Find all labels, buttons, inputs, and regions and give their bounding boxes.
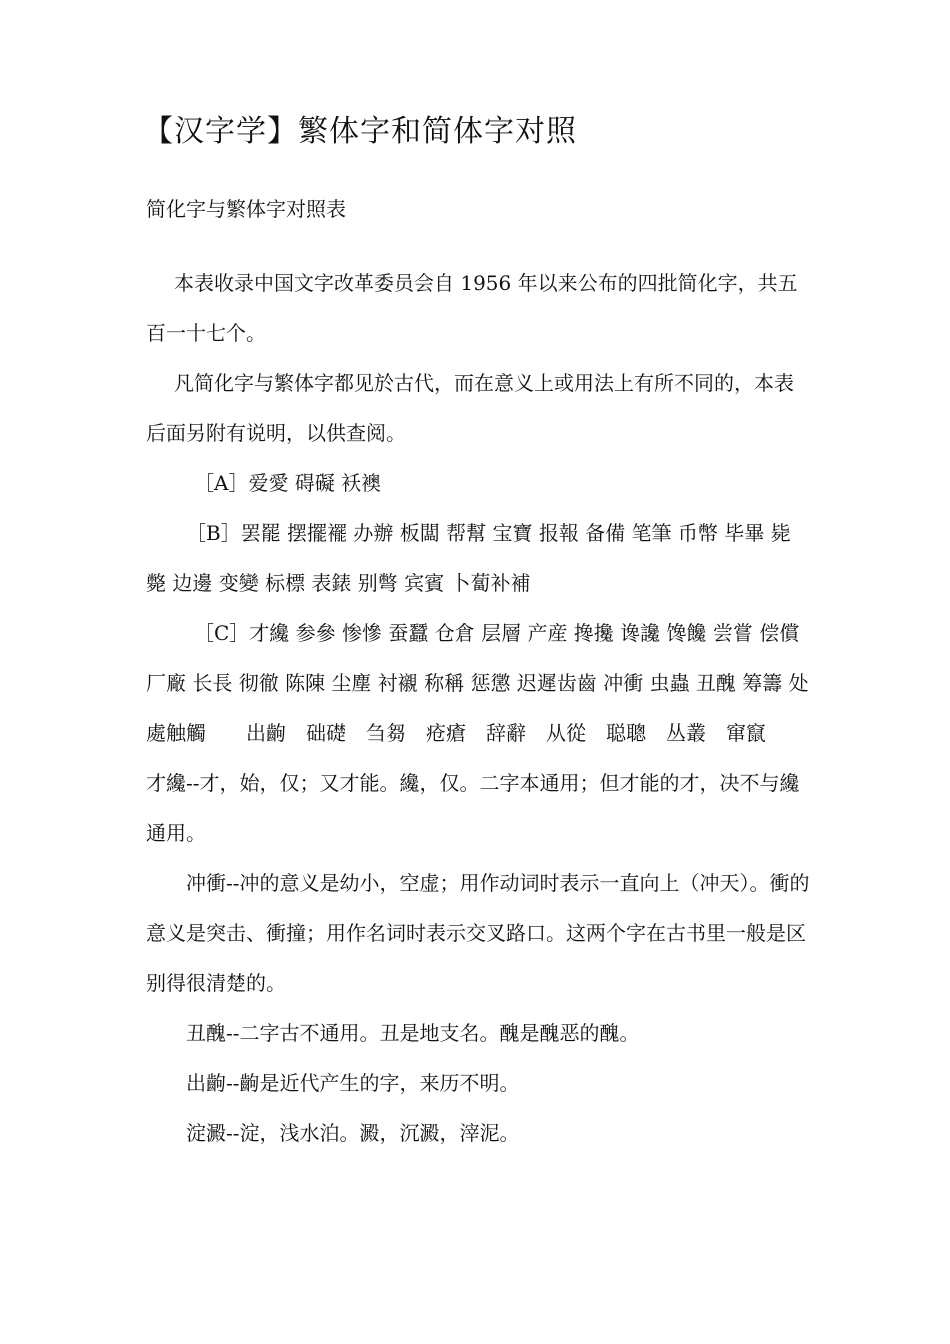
page-subtitle: 简化字与繁体字对照表 bbox=[146, 197, 346, 221]
note-cai-paragraph: 才纔--才，始，仅；又才能。纔，仅。二字本通用；但才能的才，决不与纔通用。 bbox=[146, 771, 800, 845]
intro-block bbox=[146, 258, 810, 1158]
note-chu-paragraph: 出齣--齣是近代产生的字，来历不明。 bbox=[186, 1071, 520, 1095]
group-b-paragraph: ［B］罢罷 摆擺襬 办辦 板闆 帮幫 宝寶 报報 备備 笔筆 币幣 毕畢 毙斃 边邊 变變 标標 表錶 别彆 宾賓 卜蔔补補 bbox=[146, 521, 791, 595]
group-c-paragraph: ［C］才纔 参參 惨慘 蚕蠶 仓倉 层層 产産 搀攙 谗讒 馋饞 尝嘗 偿償 厂廠 长長 彻徹 陈陳 尘塵 衬襯 称稱 惩懲 迟遲齿齒 冲衝 虫蟲 丑醜 筹籌 处處触觸 出齣 础礎 刍芻 疮瘡 辞辭 从從 聪聰 丛叢 窜竄 bbox=[146, 621, 809, 745]
intro-paragraph-1: 本表收录中国文字改革委员会自 1956 年以来公布的四批简化字，共五百一十七个。 bbox=[146, 271, 798, 345]
note-chong-paragraph: 冲衝--冲的意义是幼小，空虚；用作动词时表示一直向上（冲天）。衝的意义是突击、衝撞；用作名词时表示交叉路口。这两个字在古书里一般是区别得很清楚的。 bbox=[146, 871, 810, 995]
page-title: 【汉字学】繁体字和简体字对照 bbox=[143, 114, 577, 149]
note-chou-paragraph: 丑醜--二字古不通用。丑是地支名。醜是醜恶的醜。 bbox=[186, 1021, 640, 1045]
intro-paragraph-2: 凡简化字与繁体字都见於古代，而在意义上或用法上有所不同的，本表后面另附有说明，以供查阅。 bbox=[146, 371, 794, 445]
note-dian-paragraph: 淀澱--淀，浅水泊。澱，沉澱，滓泥。 bbox=[186, 1121, 520, 1145]
group-a-paragraph: ［A］爱愛 碍礙 袄襖 bbox=[194, 471, 382, 495]
